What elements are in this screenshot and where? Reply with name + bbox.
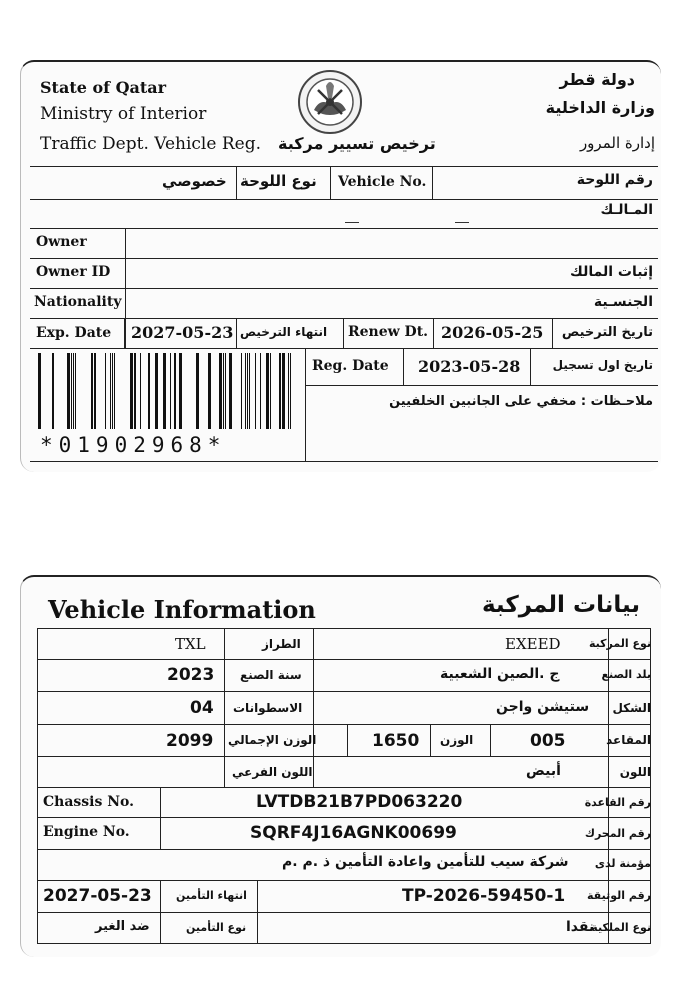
- country-value: ج .الصين الشعبية: [440, 666, 560, 682]
- barcode-bar: [130, 353, 133, 429]
- barcode-bar: [270, 353, 271, 429]
- seats-value: 005: [530, 731, 566, 751]
- barcode-bar: [163, 353, 166, 429]
- barcode-bar: [255, 353, 256, 429]
- make-value: EXEED: [505, 635, 561, 653]
- ownership-value: نقدا: [566, 919, 595, 935]
- barcode-bar: [114, 353, 115, 429]
- barcode-bar: [208, 353, 211, 429]
- policy-label: رقم الوثيقة: [587, 889, 651, 902]
- barcode-bar: [155, 353, 158, 429]
- dept-en: Traffic Dept. Vehicle Reg.: [40, 134, 261, 154]
- barcode-bar: [290, 353, 291, 429]
- vehicle-no-label: Vehicle No.: [338, 174, 427, 190]
- barcode-bar: [288, 353, 289, 429]
- barcode-bar: [266, 353, 269, 429]
- owner-dash: [455, 222, 469, 223]
- weight-value: 1650: [372, 731, 420, 751]
- renew-label: Renew Dt.: [348, 324, 429, 340]
- plate-type-label: نوع اللوحة: [240, 172, 317, 190]
- barcode-bar: [260, 353, 261, 429]
- barcode-bar: [67, 353, 70, 429]
- barcode-bar: [229, 353, 232, 429]
- engine-value: SQRF4J16AGNK00699: [250, 823, 457, 843]
- body-value: ستيشن واجن: [496, 699, 590, 715]
- nationality-label-ar: الجنسـية: [593, 294, 653, 310]
- owner-dash: [345, 222, 359, 223]
- barcode-bar: [170, 353, 171, 429]
- policy-value: TP-2026-59450-1: [402, 886, 566, 906]
- seats-label: المقاعد: [606, 733, 651, 747]
- barcode-bar: [245, 353, 246, 429]
- gross-weight-value: 2099: [166, 731, 214, 751]
- year-label: سنة الصنع: [240, 668, 302, 682]
- cyl-value: 04: [190, 698, 214, 718]
- barcode-bar: [174, 353, 176, 429]
- barcode-bar: [247, 353, 248, 429]
- insurance-expiry-label: انتهاء التأمين: [176, 889, 247, 902]
- barcode-bar: [134, 353, 136, 429]
- barcode-bar: [179, 353, 182, 429]
- barcode-bar: [52, 353, 54, 429]
- barcode-bar: [38, 353, 41, 429]
- engine-label-ar: رقم المحرك: [584, 827, 651, 840]
- barcode-bar: [249, 353, 250, 429]
- weight-label: الوزن: [440, 733, 474, 747]
- plate-type-value: خصوصي: [162, 172, 227, 190]
- vehicle-info-title-ar: بيانات المركبة: [481, 592, 640, 618]
- barcode-bar: [94, 353, 96, 429]
- color-label: اللون: [619, 765, 651, 779]
- reg-date-label-ar: تاريخ اول تسجيل: [552, 358, 653, 372]
- owner-id-label-ar: إثبات المالك: [570, 264, 653, 280]
- barcode-bar: [241, 353, 242, 429]
- title-ar: ترخيص تسيير مركبة: [278, 134, 436, 153]
- barcode-text: *01902968*: [40, 433, 227, 457]
- barcode-bar: [105, 353, 106, 429]
- state-ar: دولة قطر: [559, 70, 635, 89]
- subcolor-label: اللون الفرعي: [232, 765, 313, 779]
- chassis-label-ar: رقم القاعدة: [584, 796, 651, 809]
- gross-weight-label: الوزن الإجمالي: [228, 733, 317, 747]
- dept-ar: إدارة المرور: [579, 134, 655, 152]
- insurer-label: مؤمنة لدى: [594, 857, 651, 870]
- barcode-bar: [140, 353, 141, 429]
- remarks-text: ملاحـظات : مخفي على الجانبين الخلفيين: [389, 394, 653, 409]
- exp-date-value: 2027-05-23: [131, 323, 234, 342]
- model-label: الطراز: [262, 637, 301, 651]
- barcode-bar: [71, 353, 72, 429]
- reg-date-value: 2023-05-28: [418, 357, 521, 376]
- insurance-type-value: ضد الغير: [95, 919, 150, 934]
- ministry-en: Ministry of Interior: [40, 104, 207, 124]
- insurer-value: شركة سيب للتأمين واعادة التأمين ذ .م .م: [282, 854, 569, 870]
- make-label: نوع المركبة: [588, 637, 651, 650]
- cyl-label: الاسطوانات: [233, 701, 303, 715]
- model-value: TXL: [175, 635, 206, 653]
- barcode-bar: [73, 353, 74, 429]
- color-value: أبيض: [526, 763, 561, 779]
- qatar-emblem-icon: [296, 68, 364, 136]
- reg-date-label: Reg. Date: [312, 358, 389, 374]
- owner-label-ar: المـالـك: [600, 202, 653, 218]
- state-en: State of Qatar: [40, 78, 167, 97]
- ownership-label: نوع الملكية: [591, 921, 651, 934]
- barcode-bar: [91, 353, 93, 429]
- barcode-bar: [219, 353, 222, 429]
- nationality-label: Nationality: [34, 294, 122, 310]
- insurance-type-label: نوع التأمين: [186, 921, 247, 934]
- barcode-bar: [110, 353, 111, 429]
- chassis-label: Chassis No.: [43, 794, 134, 810]
- barcode-bar: [225, 353, 226, 429]
- barcode: [36, 351, 296, 431]
- renew-label-ar: تاريخ الترخيص: [561, 325, 653, 340]
- exp-date-label-ar: انتهاء الترخيص: [240, 325, 328, 339]
- barcode-bar: [196, 353, 199, 429]
- barcode-bar: [112, 353, 113, 429]
- exp-date-label: Exp. Date: [36, 325, 112, 341]
- insurance-expiry-value: 2027-05-23: [43, 886, 152, 906]
- barcode-bar: [279, 353, 281, 429]
- plate-no-label-ar: رقم اللوحة: [576, 172, 653, 188]
- renew-value: 2026-05-25: [441, 323, 544, 342]
- owner-id-label: Owner ID: [36, 264, 111, 280]
- body-label: الشكل: [612, 701, 651, 715]
- year-value: 2023: [167, 665, 215, 685]
- engine-label: Engine No.: [43, 824, 130, 840]
- barcode-bar: [75, 353, 76, 429]
- country-label: بلد الصنع: [601, 668, 651, 681]
- barcode-bar: [223, 353, 224, 429]
- chassis-value: LVTDB21B7PD063220: [256, 792, 463, 812]
- ministry-ar: وزارة الداخلية: [545, 98, 655, 117]
- barcode-bar: [148, 353, 150, 429]
- barcode-bar: [282, 353, 285, 429]
- owner-label: Owner: [36, 234, 87, 250]
- vehicle-info-title-en: Vehicle Information: [48, 595, 316, 624]
